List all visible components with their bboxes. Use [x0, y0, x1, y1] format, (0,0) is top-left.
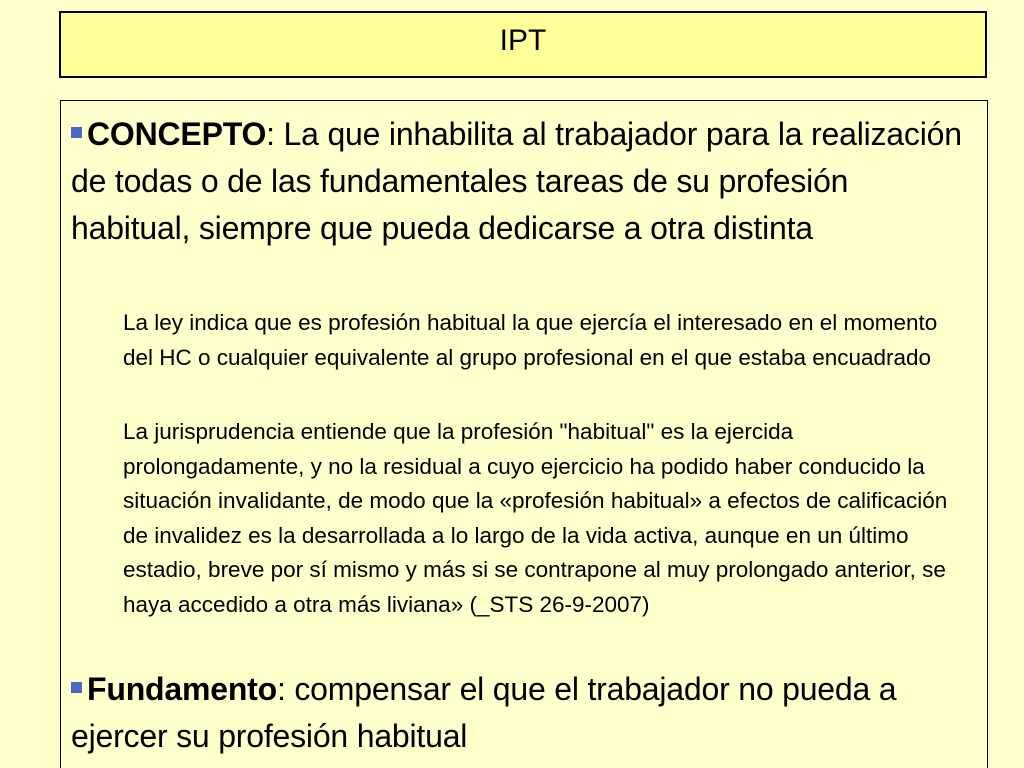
subpoint-ley: La ley indica que es profesión habitual la que ejercía el interesado en el momento del HC o cualquier equivalente al grupo profesional en el que estaba encuadrado	[123, 310, 938, 370]
bullet-keyword: CONCEPTO	[87, 116, 267, 152]
subpoint-jurisprudencia: La jurisprudencia entiende que la profesión "habitual" es la ejercida prolongadamente, y no la residual a cuyo ejercicio ha podido haber conducido la situación invalidante, de modo que la «profesión habitual» a efectos de calificación de invalidez es la desarrollada a lo largo de la vida activa, aunque en un último estadio, breve por sí mismo y más si se contrapone al muy prolongado anterior, se haya accedido a otra más liviana» (_STS 26-9-2007)	[123, 419, 948, 617]
square-bullet-icon	[71, 682, 82, 693]
slide-content-box	[60, 100, 988, 768]
bullet-text: : La que inhabilita al trabajador para la realización de todas o de las fundamentales tareas de su profesión habitual, siempre que pueda dedicarse a otra distinta	[71, 116, 962, 246]
bullet-fundamento	[71, 666, 971, 760]
square-bullet-icon	[71, 127, 82, 138]
bullet-keyword: Fundamento	[87, 671, 277, 707]
bullet-text: : compensar el que el trabajador no pueda a ejercer su profesión habitual	[71, 671, 897, 754]
slide-title-box	[59, 11, 987, 78]
slide-title: IPT	[499, 24, 547, 57]
bullet-concepto	[71, 111, 971, 252]
